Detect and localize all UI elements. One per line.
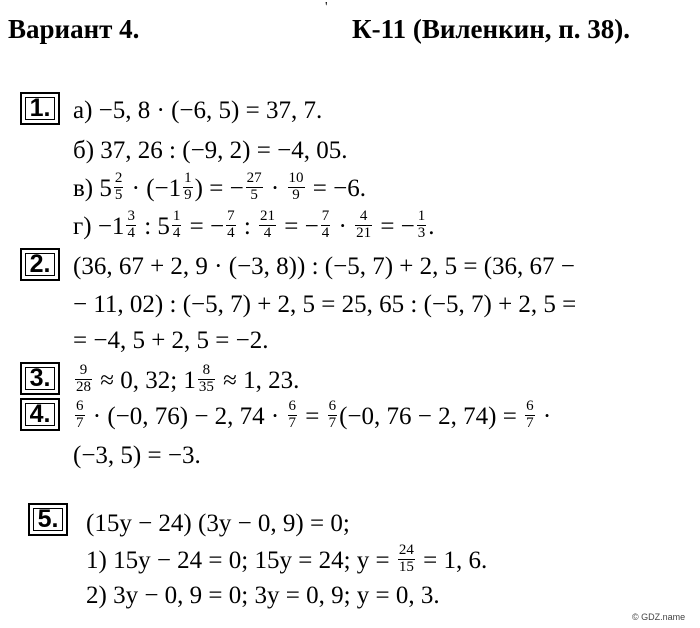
problem-1-line-v: в) 5 $\frac{2}{5}$ · (−1 $\frac{1}{9}$ ) = − $\frac{27}{5}$ · $\frac{10}{9}$ = −6. — [73, 170, 366, 203]
problem-5-number: 5. — [28, 503, 68, 536]
problem-3-line: $\frac{9}{28}$ ≈ 0, 32; 1 $\frac{8}{35}$ ≈ 1, 23. — [76, 362, 300, 395]
problem-5-line-2: 1) 15y − 24 = 0; 15y = 24; y = $\frac{24}{15}$ = 1, 6. — [86, 542, 488, 575]
problem-1-number: 1. — [20, 92, 60, 125]
problem-2-number: 2. — [20, 248, 60, 281]
problem-3-number: 3. — [20, 362, 60, 395]
problem-2-line-1: (36, 67 + 2, 9 · (−3, 8)) : (−5, 7) + 2, 5 = (36, 67 − — [73, 253, 575, 280]
problem-2-line-3: = −4, 5 + 2, 5 = −2. — [73, 327, 269, 354]
problem-4-line-2: (−3, 5) = −3. — [73, 442, 201, 469]
work-title: К-11 (Виленкин, п. 38). — [352, 14, 631, 44]
stray-mark: ' — [325, 0, 328, 15]
problem-1-line-g: г) −1 $\frac{3}{4}$ : 5 $\frac{1}{4}$ = − $\frac{7}{4}$ : $\frac{21}{4}$ = − $\frac{7}{4}$ · $\frac{4}{21}$ = − $\frac{1}{3}$ . — [73, 208, 435, 241]
watermark: © GDZ.name — [632, 612, 686, 622]
problem-4-line-1: $\frac{6}{7}$ · (−0, 76) − 2, 74 · $\frac{6}{7}$ = $\frac{6}{7}$ (−0, 76 − 2, 74) = $\frac{6}{7}$ · — [76, 398, 552, 431]
problem-4-number: 4. — [20, 398, 60, 431]
problem-5-line-1: (15y − 24) (3y − 0, 9) = 0; — [86, 510, 350, 537]
variant-title: Вариант 4. — [8, 14, 140, 44]
problem-1-line-b: б) 37, 26 : (−9, 2) = −4, 05. — [73, 137, 348, 164]
problem-1-line-a: а) −5, 8 · (−6, 5) = 37, 7. — [73, 97, 323, 124]
problem-2-line-2: − 11, 02) : (−5, 7) + 2, 5 = 25, 65 : (−5, 7) + 2, 5 = — [73, 291, 577, 318]
problem-5-line-3: 2) 3y − 0, 9 = 0; 3y = 0, 9; y = 0, 3. — [86, 582, 440, 609]
